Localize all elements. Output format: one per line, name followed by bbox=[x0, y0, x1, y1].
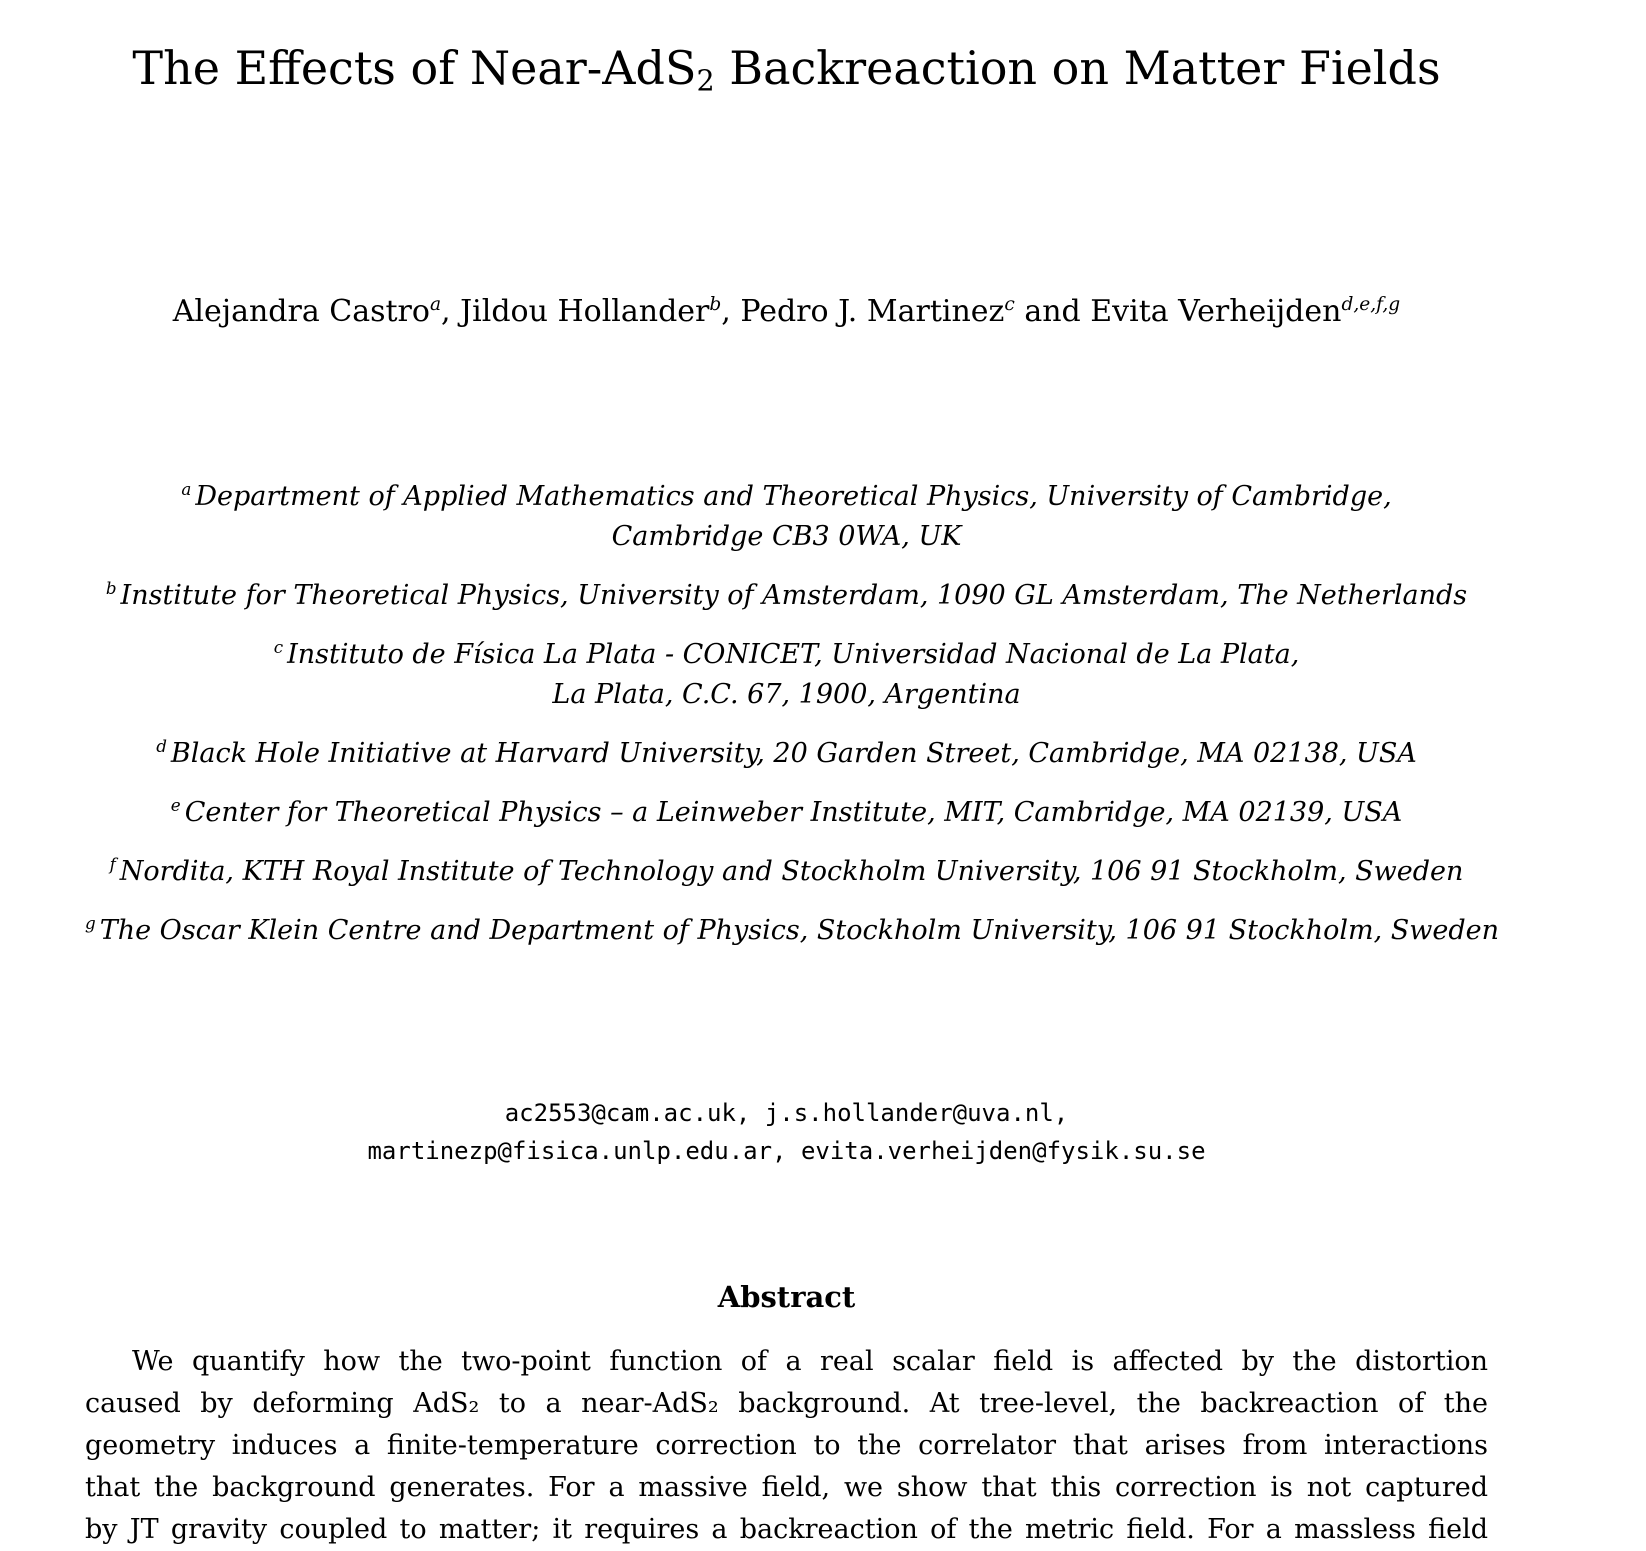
affiliation-superscript: g bbox=[85, 913, 96, 933]
affiliation-g bbox=[85, 911, 1499, 951]
author-superscript: d,e,f,g bbox=[1341, 294, 1401, 315]
email-block bbox=[85, 1094, 1488, 1170]
affiliation-text: Cambridge CB3 0WA, UK bbox=[611, 521, 962, 552]
affiliation-text: La Plata, C.C. 67, 1900, Argentina bbox=[552, 679, 1021, 710]
affiliation-superscript: b bbox=[105, 578, 117, 598]
affiliation-text: Black Hole Initiative at Harvard University, 20 Garden Street, Cambridge, MA 02138, USA bbox=[170, 738, 1417, 769]
authors-line bbox=[85, 293, 1488, 331]
author-name: Jildou Hollander bbox=[460, 294, 710, 329]
title-text-post: Backreaction on Matter Fields bbox=[714, 41, 1441, 95]
page-title bbox=[85, 36, 1488, 113]
affiliation-text: Instituto de Física La Plata - CONICET, Universidad Nacional de La Plata, bbox=[287, 639, 1300, 670]
affiliation-text: Institute for Theoretical Physics, University of Amsterdam, 1090 GL Amsterdam, The Netherlands bbox=[120, 580, 1468, 611]
affiliation-superscript: d bbox=[156, 736, 167, 756]
abstract-line: caused by deforming AdS₂ to a near-AdS₂ background. At tree-level, the backreaction of the bbox=[85, 1388, 1488, 1419]
abstract-heading: Abstract bbox=[717, 1280, 856, 1314]
email-line: ac2553@cam.ac.uk, j.s.hollander@uva.nl, bbox=[504, 1099, 1069, 1127]
author-superscript: b bbox=[709, 294, 722, 315]
author-superscript: c bbox=[1004, 294, 1015, 315]
author-name: Alejandra Castro bbox=[172, 294, 430, 329]
abstract-line: that the background generates. For a massive field, we show that this correction is not captured bbox=[85, 1472, 1488, 1503]
affiliation-text: Nordita, KTH Royal Institute of Technology and Stockholm University, 106 91 Stockholm, Sweden bbox=[119, 856, 1464, 887]
affiliation-text: The Oscar Klein Centre and Department of Physics, Stockholm University, 106 91 Stockholm, Sweden bbox=[99, 915, 1499, 946]
author-separator: , bbox=[721, 294, 741, 329]
affiliation-b bbox=[85, 576, 1488, 616]
email-line: martinezp@fisica.unlp.edu.ar, evita.verheijden@fysik.su.se bbox=[367, 1137, 1206, 1165]
affiliation-e bbox=[85, 793, 1488, 833]
author-name: Evita Verheijden bbox=[1090, 294, 1342, 329]
affiliation-text: Center for Theoretical Physics – a Leinweber Institute, MIT, Cambridge, MA 02139, USA bbox=[184, 797, 1403, 828]
author-superscript: a bbox=[429, 294, 442, 315]
affiliation-superscript: f bbox=[109, 854, 116, 874]
title-text-pre: The Effects of Near-AdS bbox=[132, 41, 697, 95]
affiliation-f bbox=[85, 852, 1488, 892]
abstract-paragraph bbox=[85, 1341, 1488, 1551]
title-subscript: 2 bbox=[696, 64, 715, 98]
abstract-line: geometry induces a finite-temperature correction to the correlator that arises from interactions bbox=[85, 1430, 1488, 1461]
author-name: Pedro J. Martinez bbox=[740, 294, 1005, 329]
author-separator: and bbox=[1014, 294, 1091, 329]
abstract-line: We quantify how the two-point function of a real scalar field is affected by the distortion bbox=[132, 1346, 1488, 1377]
affiliation-superscript: e bbox=[170, 795, 181, 815]
affiliation-a bbox=[85, 477, 1488, 557]
abstract-line: by JT gravity coupled to matter; it requires a backreaction of the metric field. For a massless field bbox=[85, 1514, 1488, 1545]
affiliation-d bbox=[85, 734, 1488, 774]
affiliation-superscript: a bbox=[181, 479, 192, 499]
affiliation-text: Department of Applied Mathematics and Theoretical Physics, University of Cambridge, bbox=[195, 481, 1392, 512]
affiliation-superscript: c bbox=[273, 637, 284, 657]
affiliation-c bbox=[85, 635, 1488, 715]
author-separator: , bbox=[441, 294, 461, 329]
affiliations-list bbox=[85, 477, 1499, 970]
